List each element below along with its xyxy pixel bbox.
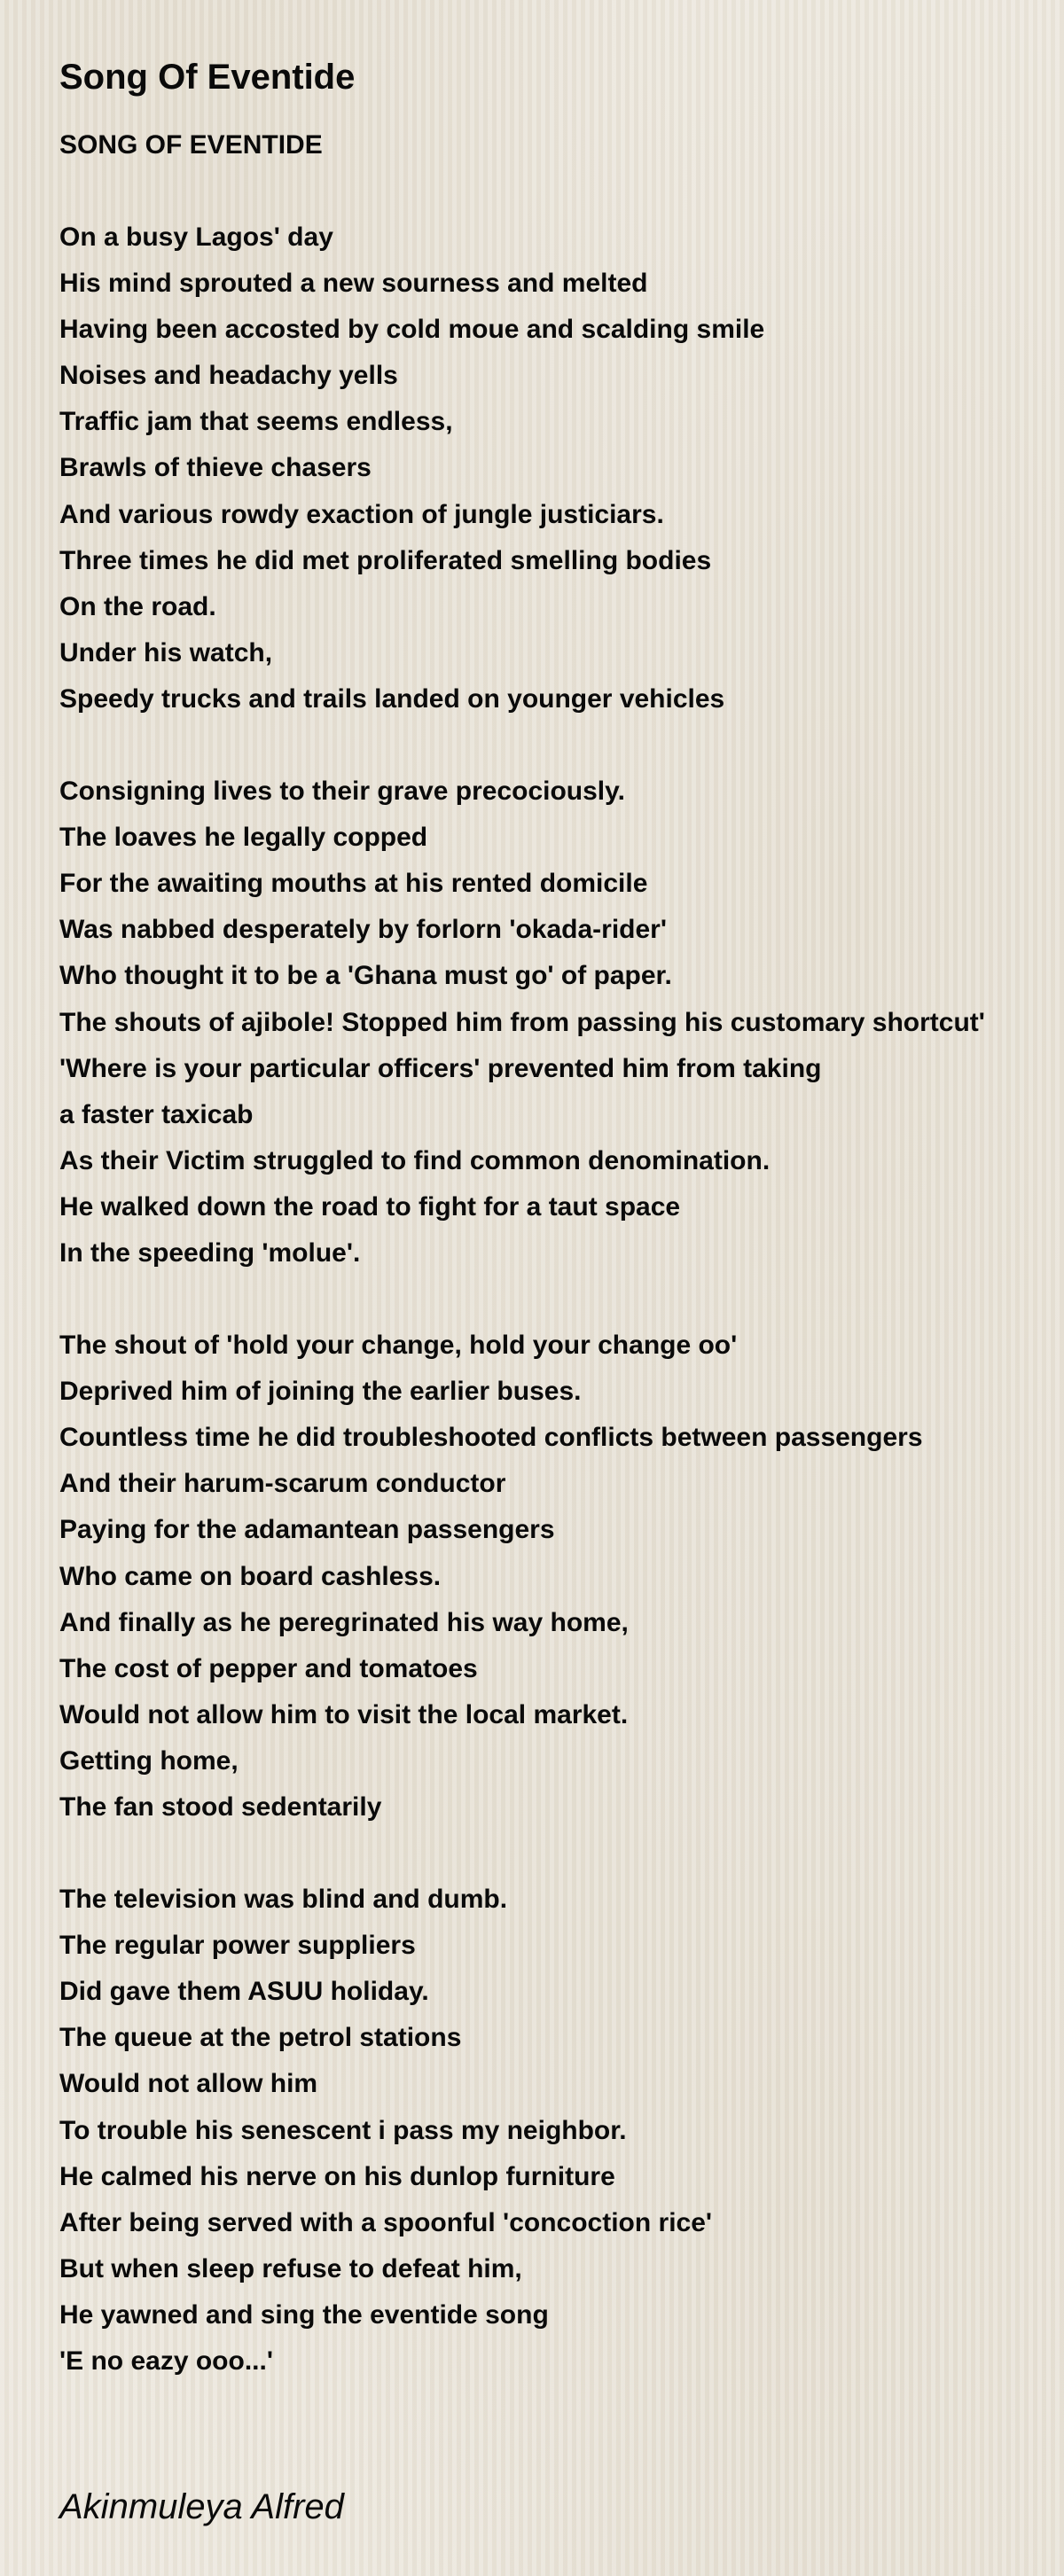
poem-line: Getting home, (59, 1745, 239, 1776)
poem-line: He yawned and sing the eventide song (59, 2299, 549, 2330)
poem-line: Three times he did met proliferated smelling bodies (59, 545, 712, 575)
poem-line: On a busy Lagos' day (59, 222, 333, 252)
poem-line: The cost of pepper and tomatoes (59, 1653, 478, 1683)
poem-stanza (59, 769, 1052, 1276)
poem-line: The queue at the petrol stations (59, 2023, 462, 2053)
poem-line: Who came on board cashless. (59, 1561, 442, 1591)
poem-line: And finally as he peregrinated his way home, (59, 1607, 629, 1637)
poem-line: Would not allow him (59, 2069, 318, 2099)
poem-page (59, 35, 1052, 2431)
poem-line: The fan stood sedentarily (59, 1792, 382, 1822)
poem-line: And various rowdy exaction of jungle justiciars. (59, 499, 664, 529)
poem-line: The shouts of ajibole! Stopped him from passing his customary shortcut' (59, 1007, 985, 1037)
poem-line: To trouble his senescent i pass my neighbor. (59, 2115, 627, 2145)
poem-line: Under his watch, (59, 637, 273, 667)
poem-line: In the speeding 'molue'. (59, 1237, 361, 1268)
poem-stanza (59, 1323, 1052, 1831)
poem-line: But when sleep refuse to defeat him, (59, 2253, 522, 2283)
poem-line: The loaves he legally copped (59, 823, 428, 853)
poem-line: Brawls of thieve chasers (59, 453, 372, 483)
poem-stanza (59, 1877, 1052, 2385)
poem-line: Speedy trucks and trails landed on younger vehicles (59, 683, 725, 714)
poem-line: The shout of 'hold your change, hold your change oo' (59, 1331, 738, 1361)
poem-line: Having been accosted by cold moue and scalding smile (59, 315, 765, 345)
poem-line: After being served with a spoonful 'concoction rice' (59, 2207, 713, 2237)
poem-line: a faster taxicab (59, 1099, 254, 1129)
poem-line: Was nabbed desperately by forlorn 'okada-rider' (59, 915, 667, 945)
poem-line: As their Victim struggled to find common denomination. (59, 1145, 771, 1175)
poem-line: Deprived him of joining the earlier buses. (59, 1377, 582, 1407)
poem-line: Traffic jam that seems endless, (59, 407, 453, 437)
poem-subtitle: SONG OF EVENTIDE (59, 130, 323, 160)
poem-line: 'E no eazy ooo...' (59, 2346, 273, 2377)
poem-line: 'Where is your particular officers' prevented him from taking (59, 1053, 822, 1083)
poem-line: And their harum-scarum conductor (59, 1469, 506, 1499)
poem-line: Paying for the adamantean passengers (59, 1515, 555, 1545)
poem-body (59, 215, 1052, 2385)
poem-line: Who thought it to be a 'Ghana must go' of paper. (59, 961, 672, 991)
poem-line: The regular power suppliers (59, 1931, 416, 1961)
poem-line: Would not allow him to visit the local market. (59, 1699, 629, 1729)
poem-author: Akinmuleya Alfred (59, 2487, 344, 2526)
poem-line: Countless time he did troubleshooted conflicts between passengers (59, 1423, 923, 1453)
poem-line: Noises and headachy yells (59, 361, 398, 391)
poem-line: For the awaiting mouths at his rented domicile (59, 869, 648, 899)
poem-line: His mind sprouted a new sourness and melted (59, 269, 648, 299)
poem-line: Did gave them ASUU holiday. (59, 1977, 429, 2007)
poem-line: He calmed his nerve on his dunlop furniture (59, 2161, 615, 2191)
poem-title: Song Of Eventide (59, 58, 356, 97)
poem-line: On the road. (59, 591, 216, 621)
poem-line: Consigning lives to their grave precociously. (59, 777, 625, 807)
poem-line: He walked down the road to fight for a taut space (59, 1191, 681, 1222)
poem-stanza (59, 215, 1052, 722)
poem-line: The television was blind and dumb. (59, 1885, 508, 1915)
